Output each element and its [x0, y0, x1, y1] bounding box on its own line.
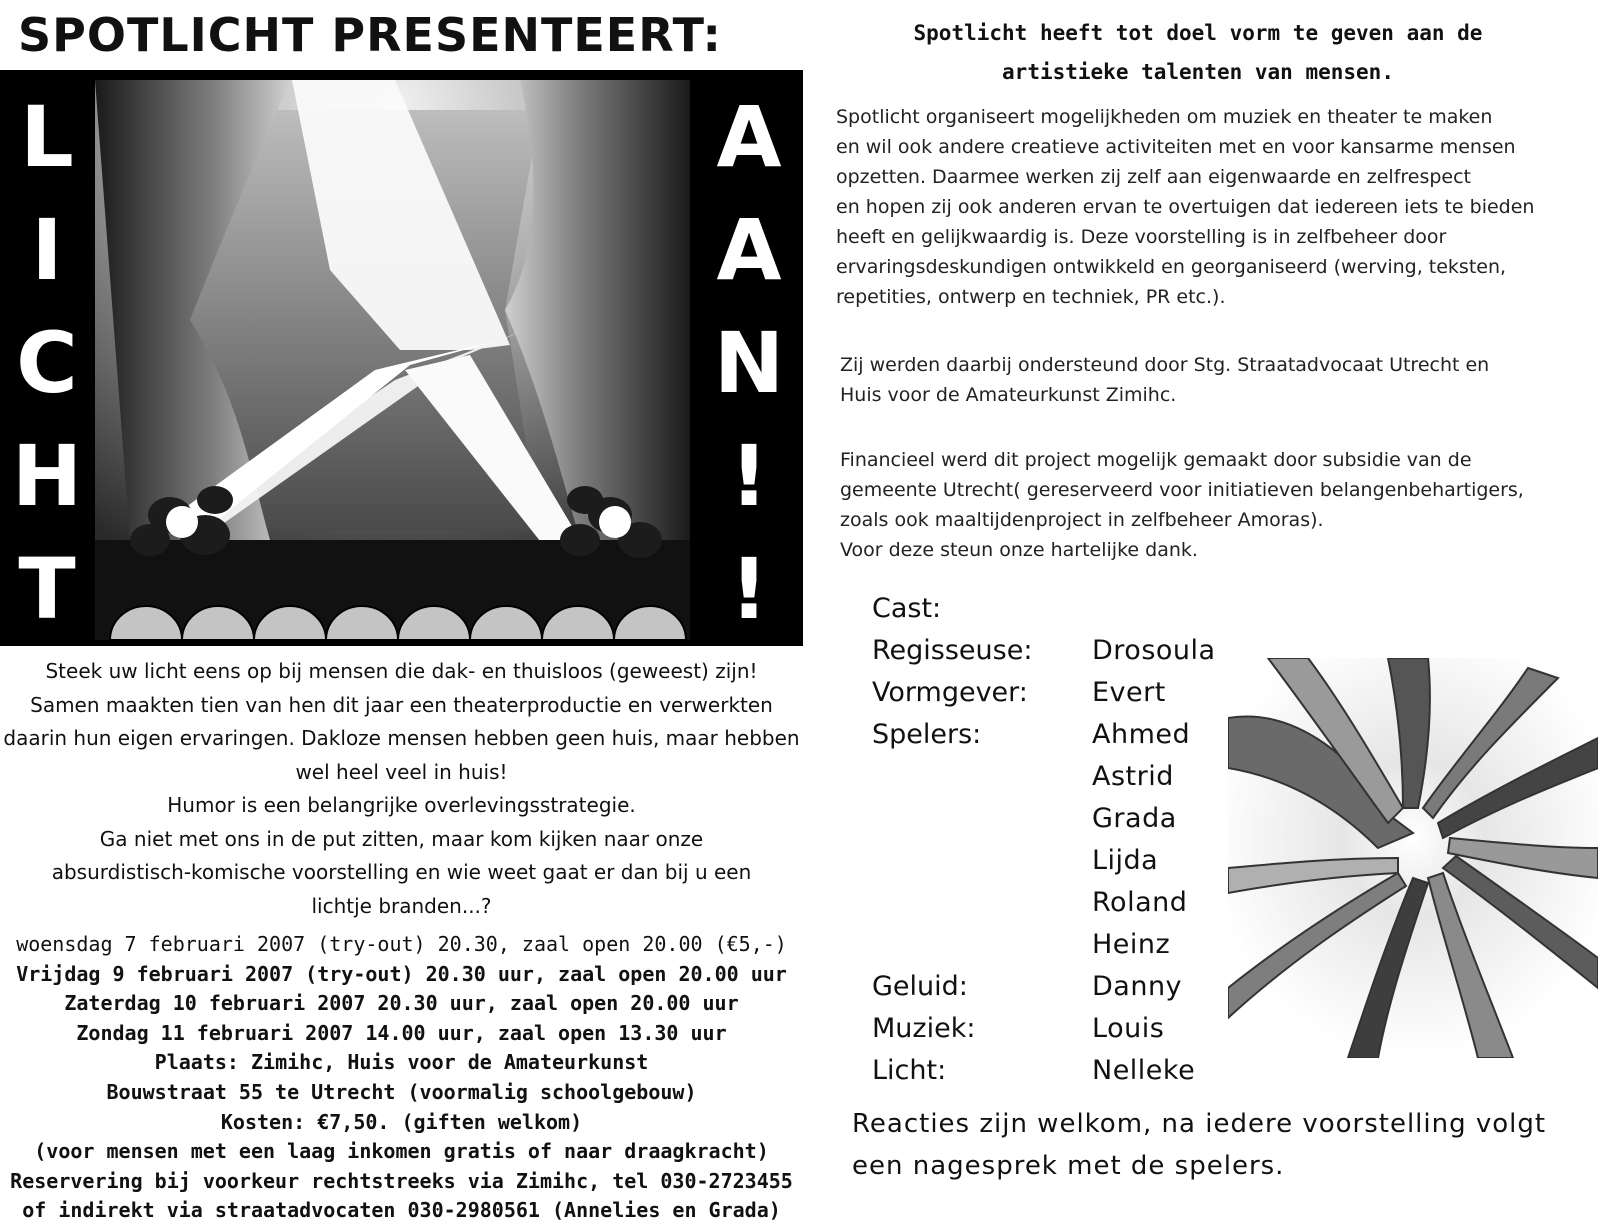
text-line: Huis voor de Amateurkunst Zimihc.	[840, 384, 1177, 406]
text-line: Voor deze steun onze hartelijke dank.	[840, 539, 1198, 561]
poster-letter: N	[713, 313, 785, 412]
cast-name: Heinz	[1092, 929, 1171, 960]
cast-name: Roland	[1092, 887, 1188, 918]
info-line: of indirekt via straatadvocaten 030-2980561 (Annelies en Grada)	[22, 1198, 781, 1223]
info-line: Zondag 11 februari 2007 14.00 uur, zaal open 13.30 uur	[76, 1020, 727, 1045]
stage-spotlight-graphic	[0, 70, 803, 646]
info-line: (voor mensen met een laag inkomen gratis of naar draagkracht)	[34, 1139, 769, 1164]
support-paragraph	[840, 350, 1590, 410]
text-line: wel heel veel in huis!	[295, 759, 508, 784]
text-line: ervaringsdeskundigen ontwikkeld en georganiseerd (werving, teksten,	[836, 256, 1507, 278]
text-line: Ga niet met ons in de put zitten, maar kom kijken naar onze	[99, 826, 704, 851]
text-line: artistieke talenten van mensen.	[1002, 60, 1394, 84]
poster-letter: A	[716, 87, 782, 186]
flyer-title: SPOTLICHT PRESENTEERT:	[18, 8, 722, 62]
text-line: Zij werden daarbij ondersteund door Stg. Straatadvocaat Utrecht en	[840, 354, 1490, 376]
info-line: Zaterdag 10 februari 2007 20.30 uur, zaal open 20.00 uur	[64, 991, 739, 1016]
text-line: Spotlicht heeft tot doel vorm te geven aan de	[913, 21, 1483, 45]
text-line: Steek uw licht eens op bij mensen die dak- en thuisloos (geweest) zijn!	[45, 659, 758, 683]
cast-name: Danny	[1092, 971, 1183, 1002]
cast-name: Ahmed	[1092, 719, 1191, 750]
poster-letter: I	[31, 200, 63, 299]
text-line: en wil ook andere creatieve activiteiten met en voor kansarme mensen	[836, 136, 1516, 158]
cast-role: Spelers:	[872, 719, 982, 750]
text-line: en hopen zij ook anderen ervan te overtuigen dat iedereen iets te bieden	[836, 196, 1535, 218]
cast-name: Astrid	[1092, 761, 1174, 792]
cast-name: Louis	[1092, 1013, 1165, 1044]
poster-letter: A	[716, 200, 782, 299]
about-paragraph	[836, 102, 1586, 312]
cast-name: Lijda	[1092, 845, 1159, 876]
cast-name: Grada	[1092, 803, 1177, 834]
info-line: Vrijdag 9 februari 2007 (try-out) 20.30 uur, zaal open 20.00 uur	[16, 961, 787, 986]
cast-role: Licht:	[872, 1055, 947, 1086]
cast-name: Drosoula	[1092, 635, 1216, 666]
performance-info	[0, 930, 803, 1226]
cast-role: Geluid:	[872, 971, 968, 1002]
info-line: Bouwstraat 55 te Utrecht (voormalig schoolgebouw)	[106, 1079, 697, 1104]
cast-role: Vormgever:	[872, 677, 1028, 708]
closing-text	[852, 1103, 1592, 1187]
text-line: zoals ook maaltijdenproject in zelfbeheer Amoras).	[840, 509, 1324, 531]
text-line: een nagesprek met de spelers.	[852, 1151, 1285, 1181]
text-line: absurdistisch-komische voorstelling en wie weet gaat er dan bij u een	[51, 860, 752, 884]
intro-text	[0, 655, 803, 923]
poster-letter: T	[18, 540, 76, 639]
text-line: Financieel werd dit project mogelijk gemaakt door subsidie van de	[840, 449, 1472, 471]
text-line: daarin hun eigen ervaringen. Dakloze mensen hebben geen huis, maar hebben	[3, 726, 800, 750]
poster-letter: C	[16, 313, 78, 412]
info-line: Plaats: Zimihc, Huis voor de Amateurkunst	[154, 1050, 649, 1075]
text-line: repetities, ontwerp en techniek, PR etc.).	[836, 286, 1226, 308]
text-line: heeft en gelijkwaardig is. Deze voorstelling is in zelfbeheer door	[836, 226, 1447, 248]
text-line: gemeente Utrecht( gereserveerd voor initiatieven belangenbehartigers,	[840, 479, 1524, 501]
cast-role: Cast:	[872, 593, 942, 624]
info-line: woensdag 7 februari 2007 (try-out) 20.30, zaal open 20.00 (€5,-)	[16, 932, 787, 956]
text-line: Humor is een belangrijke overlevingsstrategie.	[167, 793, 636, 817]
funding-paragraph	[840, 445, 1590, 565]
text-line: lichtje branden...?	[311, 893, 492, 918]
poster-letter: H	[11, 427, 83, 526]
text-line: Reacties zijn welkom, na iedere voorstelling volgt	[852, 1109, 1547, 1139]
cast-role: Muziek:	[872, 1013, 976, 1044]
cast-name: Evert	[1092, 677, 1166, 708]
text-line: Spotlicht organiseert mogelijkheden om muziek en theater te maken	[836, 106, 1493, 128]
cast-name: Nelleke	[1092, 1055, 1196, 1086]
text-line: opzetten. Daarmee werken zij zelf aan eigenwaarde en zelfrespect	[836, 166, 1472, 188]
joined-hands-image	[1228, 658, 1598, 1058]
info-line: Kosten: €7,50. (giften welkom)	[220, 1109, 583, 1134]
cast-role: Regisseuse:	[872, 635, 1033, 666]
poster-letter: !	[729, 540, 769, 639]
poster-letter: L	[20, 87, 74, 186]
poster-letter: !	[729, 427, 769, 526]
poster-illustration	[0, 70, 803, 646]
aim-heading	[838, 14, 1558, 92]
text-line: Samen maakten tien van hen dit jaar een theaterproductie en verwerkten	[30, 692, 773, 717]
info-line: Reservering bij voorkeur rechtstreeks via Zimihc, tel 030-2723455	[10, 1168, 793, 1193]
